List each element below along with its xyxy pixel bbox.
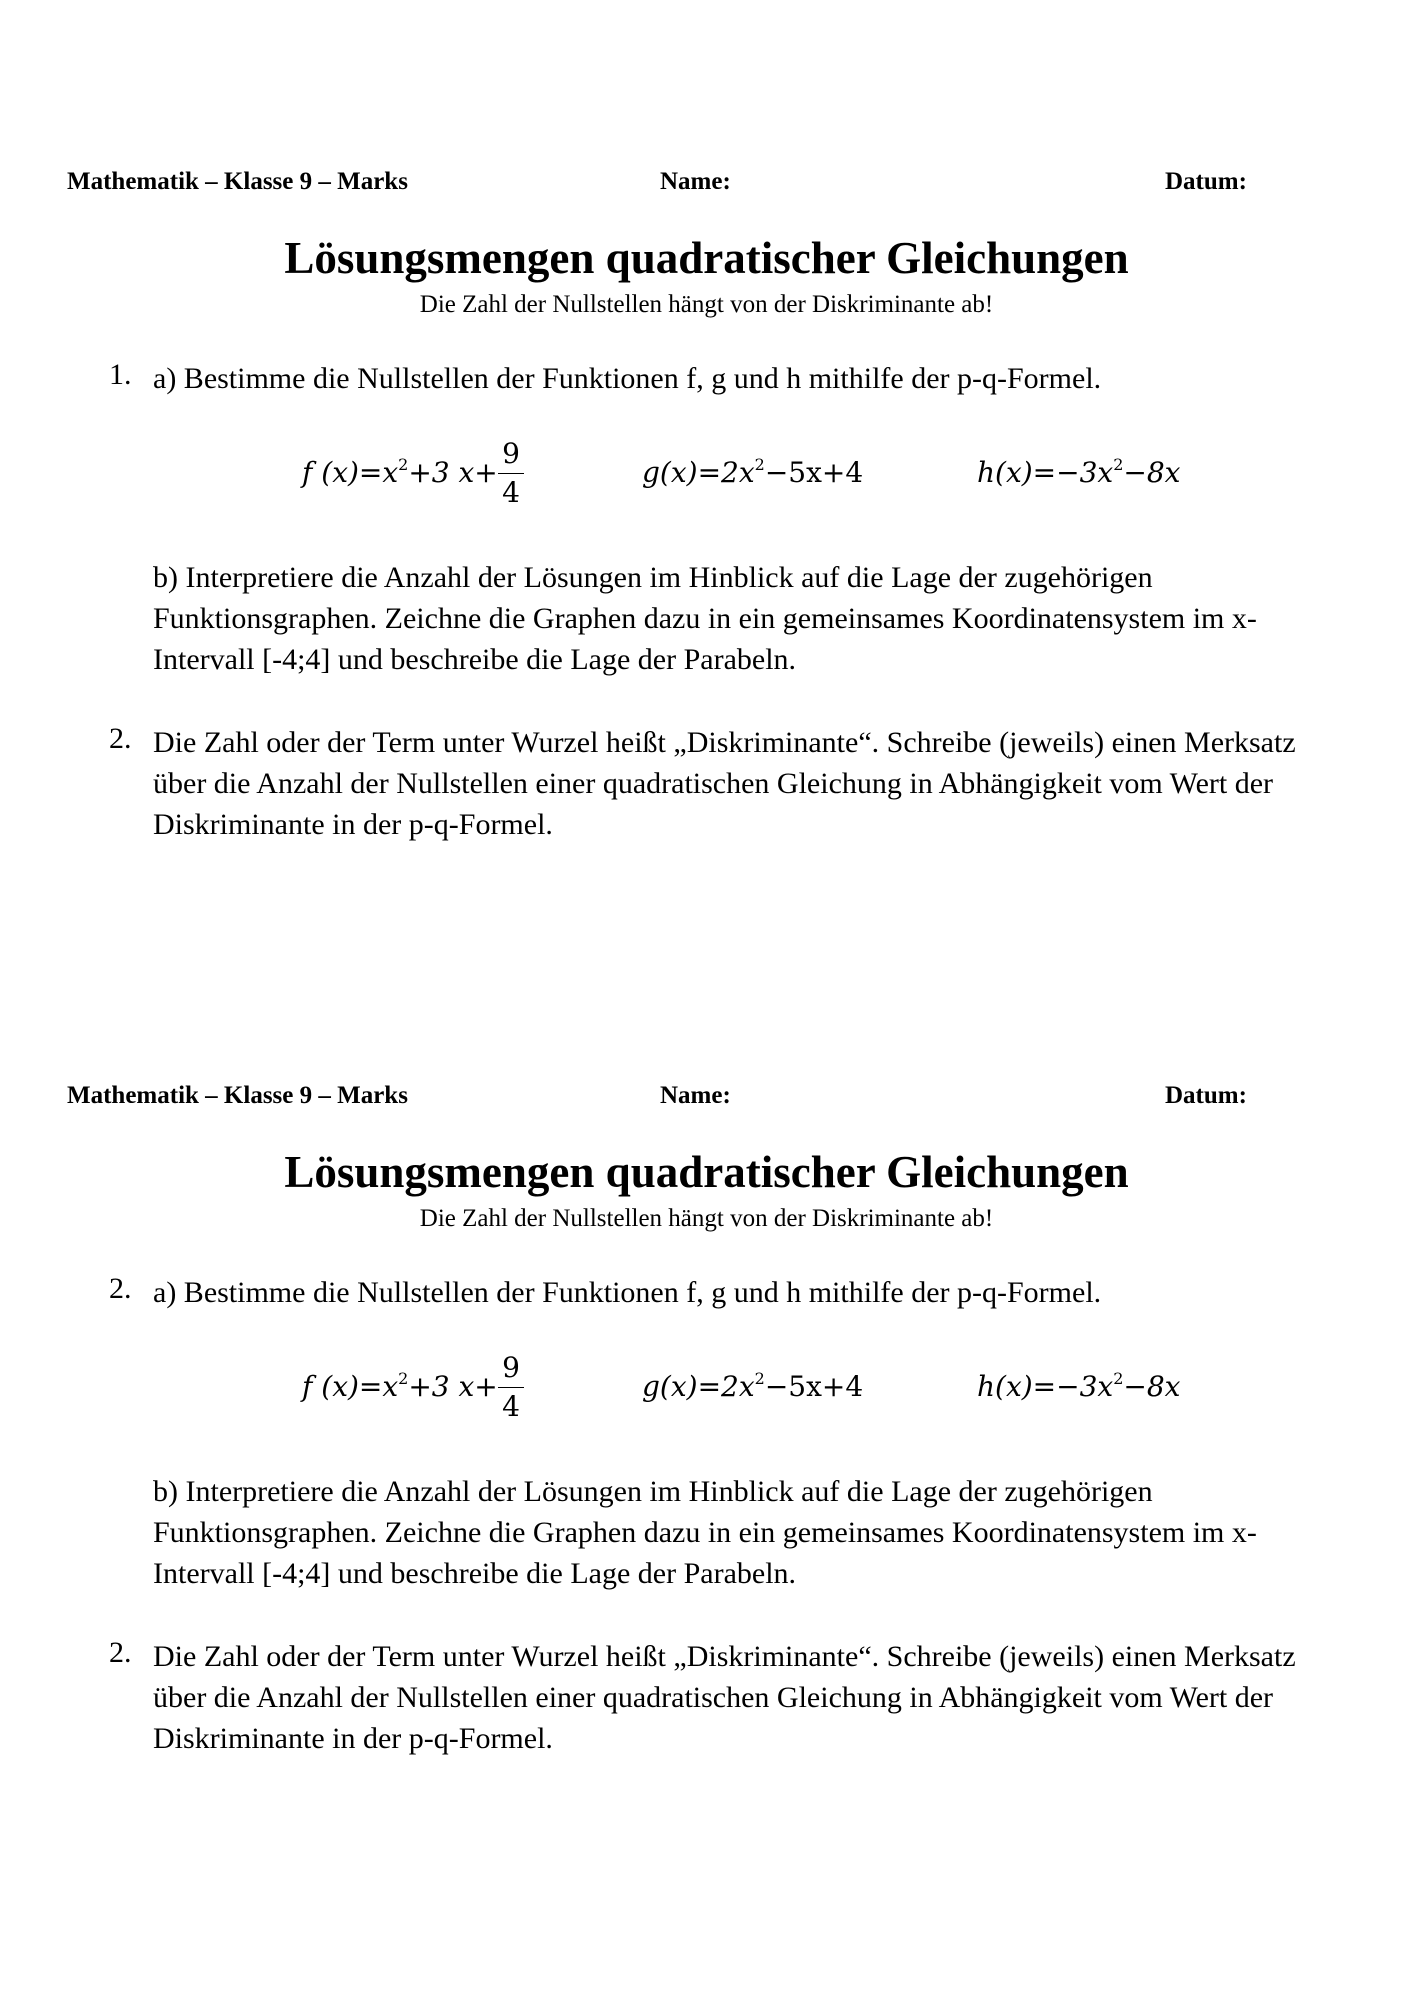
fraction-nine-quarters: 9 4 — [498, 1351, 524, 1424]
worksheet-1 — [0, 0, 1413, 960]
formula-h: $h(x)=-3x^2-8x$ — [977, 1369, 1181, 1403]
task-2-number: 2. — [109, 1636, 132, 1669]
formula-f: f $(x)=x^2+3$ x+ — [302, 1369, 498, 1403]
name-label: Name: — [660, 168, 731, 195]
course-header: Mathematik – Klasse 9 – Marks — [67, 1082, 408, 1109]
task-2-number: 2. — [109, 722, 132, 755]
worksheet-title: Lösungsmengen quadratischer Gleichungen — [284, 233, 1129, 283]
worksheet-2 — [0, 914, 1413, 1874]
worksheet-subtitle: Die Zahl der Nullstellen hängt von der Diskriminante ab! — [419, 1205, 994, 1232]
task-1-number: 2. — [109, 1272, 132, 1305]
task-1-number: 1. — [109, 358, 132, 391]
task-1-part-a: a) Bestimme die Nullstellen der Funktionen f, g und h mithilfe der p-q-Formel. — [153, 362, 1102, 395]
task-2-text: Die Zahl oder der Term unter Wurzel heißt „Diskriminante“. Schreibe (jeweils) einen Merksatz über die Anzahl der Nullstellen einer quadratischen Gleichung in Abhängigkeit vom Wert der Diskriminante in der p-q-Formel. — [153, 726, 1296, 841]
task-1-part-b: b) Interpretiere die Anzahl der Lösungen im Hinblick auf die Lage der zugehörigen Funktionsgraphen. Zeichne die Graphen dazu in ein gemeinsames Koordinatensystem im x-Intervall [-4;4] und beschreibe die Lage der Parabeln. — [153, 561, 1257, 676]
date-label: Datum: — [1165, 168, 1247, 195]
formula-g: $g(x)=2x^2-5x+4$ — [642, 1369, 864, 1403]
task-1-part-a: a) Bestimme die Nullstellen der Funktionen f, g und h mithilfe der p-q-Formel. — [153, 1276, 1102, 1309]
task-2-text: Die Zahl oder der Term unter Wurzel heißt „Diskriminante“. Schreibe (jeweils) einen Merksatz über die Anzahl der Nullstellen einer quadratischen Gleichung in Abhängigkeit vom Wert der Diskriminante in der p-q-Formel. — [153, 1640, 1296, 1755]
function-formulas — [0, 437, 1413, 507]
worksheet-title: Lösungsmengen quadratischer Gleichungen — [284, 1147, 1129, 1197]
course-header: Mathematik – Klasse 9 – Marks — [67, 168, 408, 195]
fraction-nine-quarters: 9 4 — [498, 437, 524, 510]
date-label: Datum: — [1165, 1082, 1247, 1109]
worksheet-subtitle: Die Zahl der Nullstellen hängt von der Diskriminante ab! — [419, 291, 994, 318]
function-formulas — [0, 1351, 1413, 1421]
name-label: Name: — [660, 1082, 731, 1109]
formula-h: $h(x)=-3x^2-8x$ — [977, 455, 1181, 489]
formula-f: f $(x)=x^2+3$ x+ — [302, 455, 498, 489]
task-1-part-b: b) Interpretiere die Anzahl der Lösungen im Hinblick auf die Lage der zugehörigen Funktionsgraphen. Zeichne die Graphen dazu in ein gemeinsames Koordinatensystem im x-Intervall [-4;4] und beschreibe die Lage der Parabeln. — [153, 1475, 1257, 1590]
formula-g: $g(x)=2x^2-5x+4$ — [642, 455, 864, 489]
